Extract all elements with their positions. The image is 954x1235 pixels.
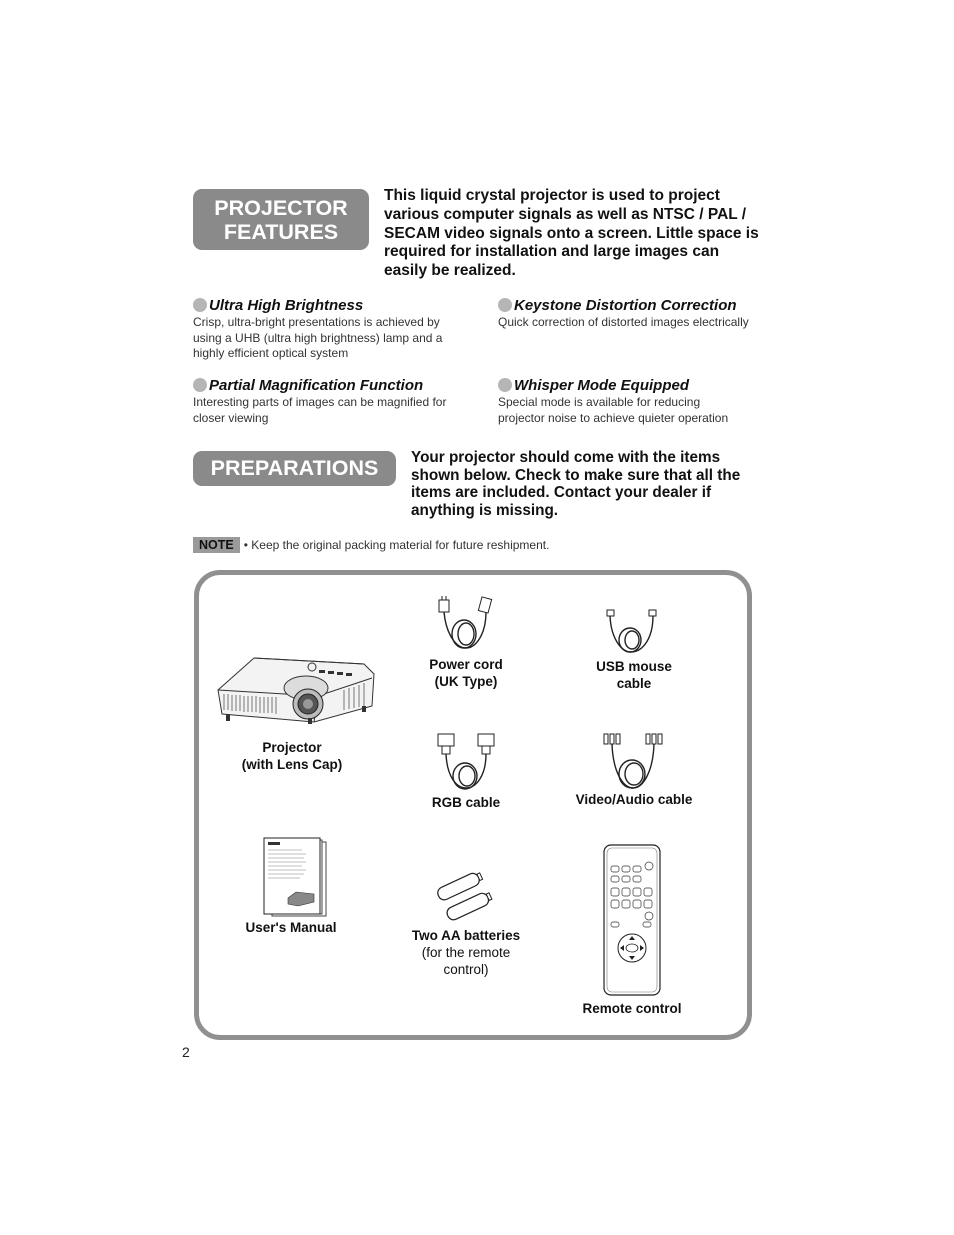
projector-icon: [214, 652, 376, 724]
rgb-cable-icon: [436, 732, 496, 792]
users-manual-caption: User's Manual: [245, 920, 337, 935]
power-cord-caption-line2: (UK Type): [434, 674, 498, 689]
users-manual-icon: [262, 836, 328, 918]
power-cord-icon: [436, 594, 496, 652]
feature-desc: Special mode is available for reducing projector noise to achieve quieter operation: [498, 395, 729, 425]
feature-desc: Crisp, ultra-bright presentations is achieved by using a UHB (ultra high brightness) lamp and a highly efficient optical system: [193, 315, 443, 360]
note: [193, 537, 549, 553]
video-audio-cable-caption: Video/Audio cable: [575, 792, 693, 807]
feature-ultra-high-brightness: [193, 297, 463, 362]
rgb-cable-caption: RGB cable: [431, 795, 501, 810]
feature-keystone-correction: [498, 297, 768, 331]
video-audio-cable-icon: [601, 730, 665, 792]
projector-caption-line2: (with Lens Cap): [241, 757, 343, 772]
remote-control-icon: [603, 844, 661, 996]
preparations-heading: PREPARATIONS: [193, 451, 396, 486]
power-cord-caption: [406, 656, 526, 690]
features-intro: This liquid crystal projector is used to project various computer signals as well as NTSC / PAL / SECAM video signals onto a screen. Little space is required for installation and large images can easily be realized.: [384, 187, 759, 280]
features-heading: [193, 189, 369, 250]
bullet-dot-icon: [498, 298, 512, 312]
features-heading-line1: PROJECTOR: [214, 196, 348, 220]
feature-title: Whisper Mode Equipped: [514, 377, 689, 394]
feature-desc: Interesting parts of images can be magnified for closer viewing: [193, 395, 447, 425]
feature-partial-magnification: [193, 377, 463, 426]
bullet-dot-icon: [498, 378, 512, 392]
feature-title: Partial Magnification Function: [209, 377, 424, 394]
batteries-icon: [436, 872, 496, 924]
usb-cable-icon: [603, 608, 661, 656]
bullet-dot-icon: [193, 378, 207, 392]
remote-control-caption: Remote control: [582, 1001, 682, 1016]
projector-caption: [222, 739, 362, 773]
note-badge: NOTE: [193, 537, 240, 553]
feature-whisper-mode: [498, 377, 768, 426]
batteries-caption-line1: Two AA batteries: [411, 928, 521, 943]
preparations-intro: Your projector should come with the items shown below. Check to make sure that all the items are included. Contact your dealer if anything is missing.: [411, 449, 741, 519]
usb-cable-caption: [574, 658, 694, 692]
feature-title: Ultra High Brightness: [209, 297, 364, 314]
bullet-dot-icon: [193, 298, 207, 312]
projector-caption-line1: Projector: [262, 740, 322, 755]
usb-cable-caption-line2: cable: [616, 676, 652, 691]
batteries-caption: [396, 927, 536, 978]
features-heading-line2: FEATURES: [223, 220, 339, 244]
batteries-caption-line3: control): [443, 962, 489, 977]
usb-cable-caption-line1: USB mouse: [596, 659, 672, 674]
batteries-caption-line2: (for the remote: [421, 945, 511, 960]
feature-desc: Quick correction of distorted images electrically: [498, 315, 749, 329]
feature-title: Keystone Distortion Correction: [514, 297, 737, 314]
note-text: • Keep the original packing material for future reshipment.: [243, 538, 550, 552]
page-number: 2: [182, 1044, 190, 1060]
power-cord-caption-line1: Power cord: [429, 657, 503, 672]
